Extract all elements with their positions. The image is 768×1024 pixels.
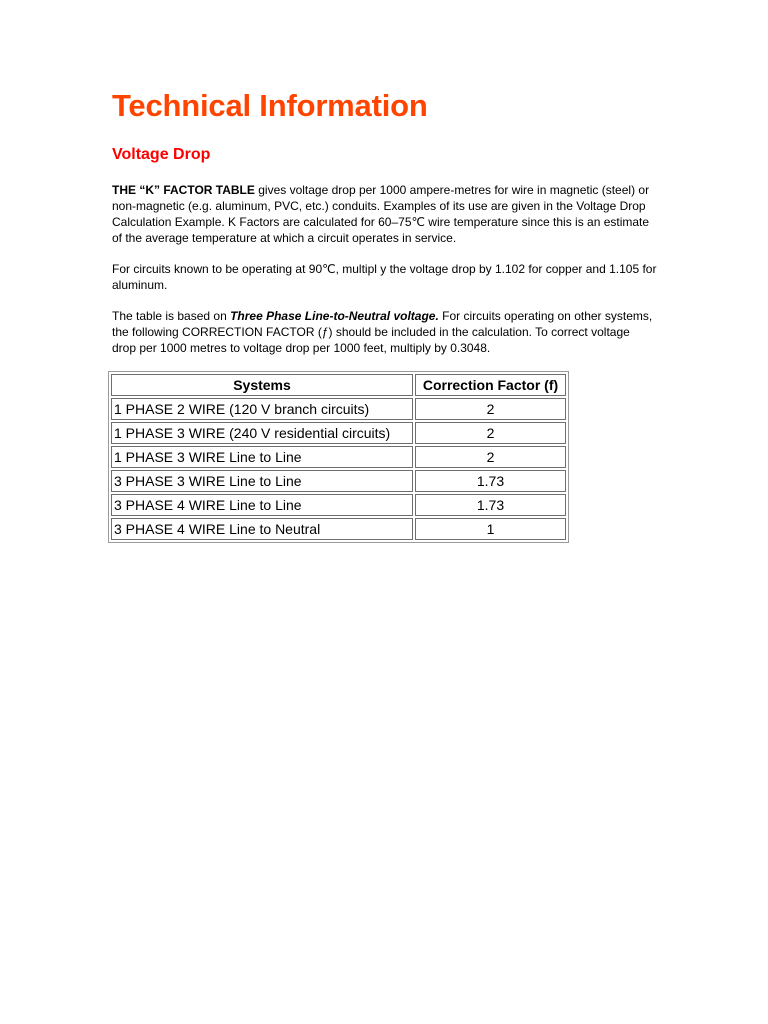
correction-factor-table: [108, 371, 569, 543]
temperature-paragraph: For circuits known to be operating at 90℃, multipl y the voltage drop by 1.102 for copper and 1.105 for aluminum.: [112, 262, 657, 292]
k-factor-paragraph: [112, 182, 657, 246]
system-cell: 1 PHASE 2 WIRE (120 V branch circuits): [111, 398, 413, 420]
table-row: [111, 494, 566, 516]
k-factor-description: gives voltage drop per 1000 ampere-metres for wire in magnetic (steel) or non-magnetic (e.g. aluminum, PVC, etc.) conduits. Examples of its use are given in the Voltage Drop Calculation Example. K Factors are calculated for 60–75℃ wire temperature since this is an estimate of the average temperature at which a circuit operates in service.: [112, 183, 650, 245]
k-factor-term: THE “K” FACTOR TABLE: [112, 183, 255, 197]
system-cell: 3 PHASE 4 WIRE Line to Neutral: [111, 518, 413, 540]
table-header-row: [111, 374, 566, 396]
table-row: [111, 446, 566, 468]
correction-description: For circuits operating on other systems, the following CORRECTION FACTOR (ƒ) should be included in the calculation. To correct voltage drop per 1000 metres to voltage drop per 1000 feet, multiply by 0.3048.: [112, 309, 653, 355]
factor-cell: 2: [415, 398, 566, 420]
correction-emphasis: Three Phase Line-to-Neutral voltage.: [230, 309, 439, 323]
factor-cell: 2: [415, 446, 566, 468]
header-systems: Systems: [111, 374, 413, 396]
system-cell: 1 PHASE 3 WIRE Line to Line: [111, 446, 413, 468]
table-row: [111, 470, 566, 492]
system-cell: 3 PHASE 4 WIRE Line to Line: [111, 494, 413, 516]
correction-paragraph: [112, 308, 657, 356]
table-row: [111, 518, 566, 540]
table-row: [111, 422, 566, 444]
page-title: Technical Information: [112, 88, 428, 123]
factor-cell: 1.73: [415, 470, 566, 492]
table-row: [111, 398, 566, 420]
correction-intro: The table is based on: [112, 309, 231, 323]
factor-cell: 1: [415, 518, 566, 540]
factor-cell: 1.73: [415, 494, 566, 516]
factor-cell: 2: [415, 422, 566, 444]
system-cell: 3 PHASE 3 WIRE Line to Line: [111, 470, 413, 492]
header-correction-factor: Correction Factor (f): [415, 374, 566, 396]
section-heading: Voltage Drop: [112, 146, 211, 163]
system-cell: 1 PHASE 3 WIRE (240 V residential circuits): [111, 422, 413, 444]
